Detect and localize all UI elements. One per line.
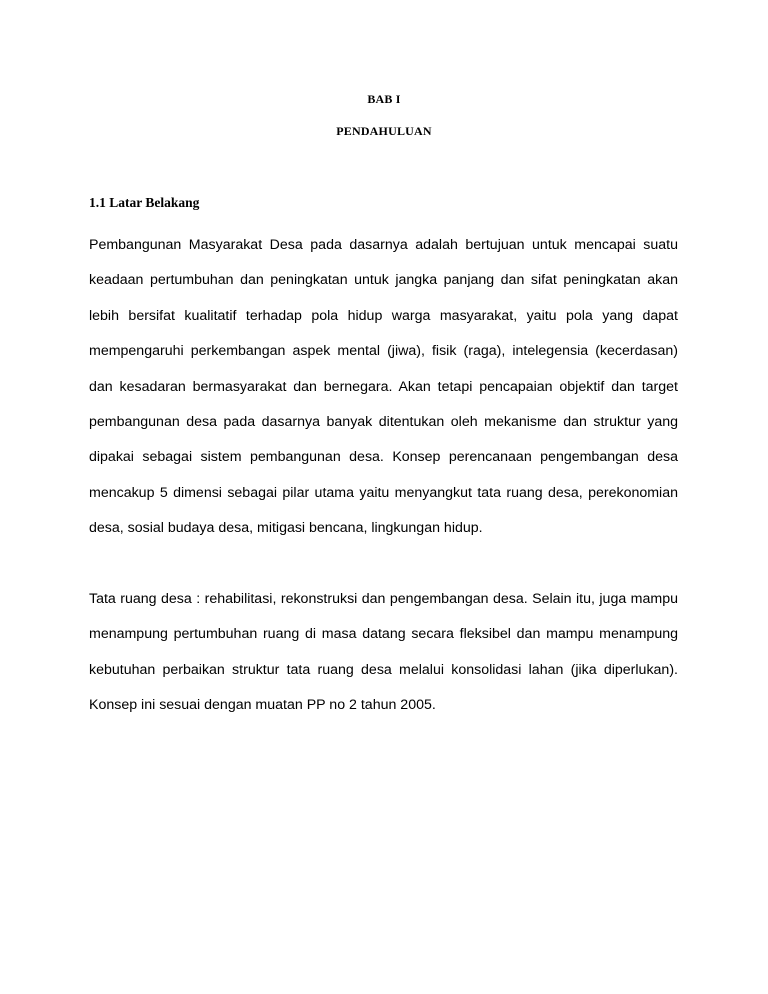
section-heading: 1.1 Latar Belakang [89, 195, 200, 210]
chapter-number: BAB I [367, 92, 401, 106]
paragraph-2: Tata ruang desa : rehabilitasi, rekonstruksi dan pengembangan desa. Selain itu, juga mampu menampung pertumbuhan ruang di masa datang secara fleksibel dan mampu menampung kebutuhan perbaikan struktur tata ruang desa melalui konsolidasi lahan (jika diperlukan). Konsep ini sesuai dengan muatan PP no 2 tahun 2005. [89, 591, 678, 714]
paragraph-1: Pembangunan Masyarakat Desa pada dasarnya adalah bertujuan untuk mencapai suatu keadaan pertumbuhan dan peningkatan untuk jangka panjang dan sifat peningkatan akan lebih bersifat kualitatif terhadap pola hidup warga masyarakat, yaitu pola yang dapat mempengaruhi perkembangan aspek mental (jiwa), fisik (raga), intelegensia (kecerdasan) dan kesadaran bermasyarakat dan bernegara. Akan tetapi pencapaian objektif dan target pembangunan desa pada dasarnya banyak ditentukan oleh mekanisme dan struktur yang dipakai sebagai sistem pembangunan desa. Konsep perencanaan pengembangan desa mencakup 5 dimensi sebagai pilar utama yaitu menyangkut tata ruang desa, perekonomian desa, sosial budaya desa, mitigasi bencana, lingkungan hidup. [89, 237, 678, 537]
chapter-title: PENDAHULUAN [336, 124, 432, 138]
